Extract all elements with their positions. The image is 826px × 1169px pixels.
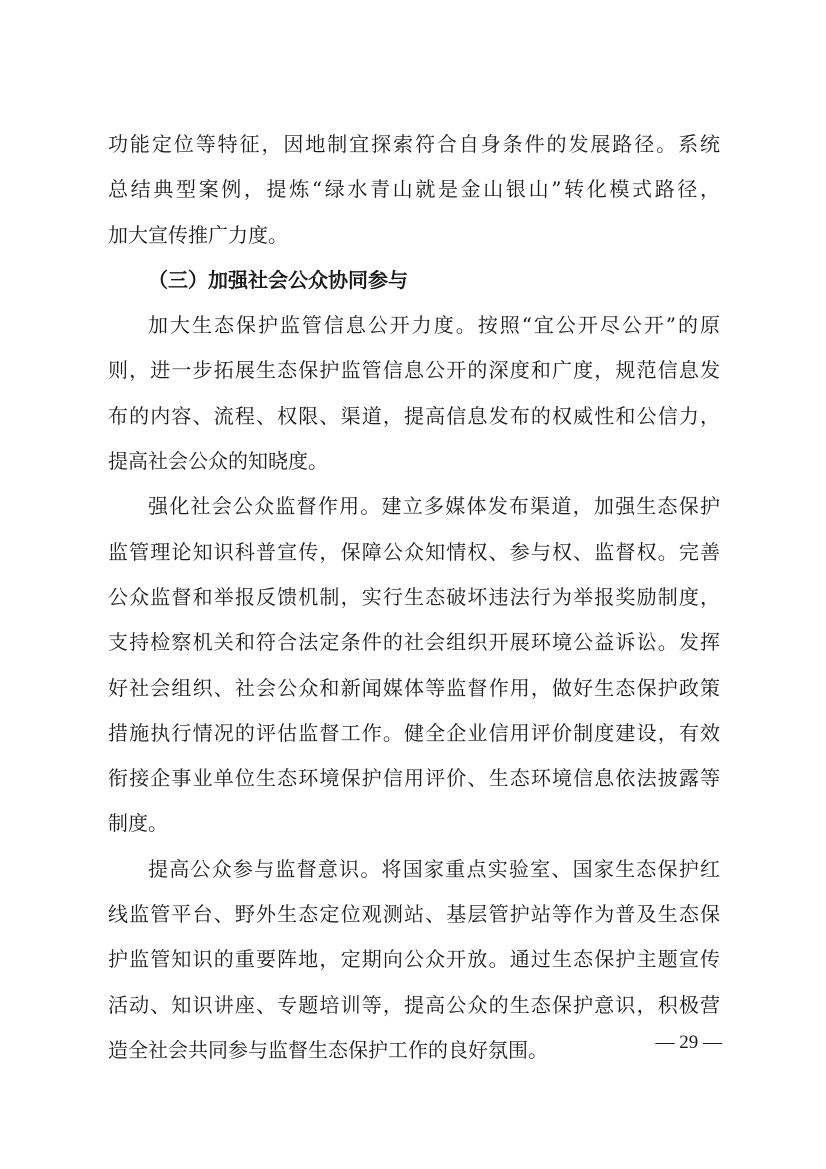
text-line: 措施执行情况的评估监督工作。健全企业信用评价制度建设，有效 bbox=[108, 720, 720, 745]
text-line: 功能定位等特征，因地制宜探索符合自身条件的发展路径。系统 bbox=[108, 132, 720, 156]
text-line: 制度。 bbox=[108, 811, 168, 836]
text-line: 强化社会公众监督作用。建立多媒体发布渠道，加强生态保护 bbox=[148, 494, 720, 519]
text-line: 支持检察机关和符合法定条件的社会组织开展环境公益诉讼。发挥 bbox=[108, 630, 720, 655]
document-body bbox=[108, 122, 720, 1073]
text-line: 提高社会公众的知晓度。 bbox=[108, 449, 328, 474]
paragraph-public-supervision bbox=[108, 484, 720, 846]
text-line: 好社会组织、社会公众和新闻媒体等监督作用，做好生态保护政策 bbox=[108, 675, 720, 700]
text-line: 则，进一步拓展生态保护监管信息公开的深度和广度，规范信息发 bbox=[108, 358, 720, 383]
text-line: 衔接企事业单位生态环境保护信用评价、生态环境信息依法披露等 bbox=[108, 766, 720, 791]
text-line: 造全社会共同参与监督生态保护工作的良好氛围。 bbox=[108, 1037, 548, 1062]
text-line: 提高公众参与监督意识。将国家重点实验室、国家生态保护红 bbox=[148, 856, 720, 881]
text-line: 护监管知识的重要阵地，定期向公众开放。通过生态保护主题宣传 bbox=[108, 947, 720, 972]
page-number: — 29 — bbox=[655, 1032, 722, 1053]
text-line: 加大生态保护监管信息公开力度。按照“宜公开尽公开”的原 bbox=[148, 313, 720, 338]
section-heading bbox=[108, 258, 720, 303]
text-line: 监管理论知识科普宣传，保障公众知情权、参与权、监督权。完善 bbox=[108, 539, 720, 564]
text-line: 公众监督和举报反馈机制，实行生态破坏违法行为举报奖励制度， bbox=[108, 584, 720, 609]
paragraph-continuation bbox=[108, 122, 720, 258]
paragraph-information-disclosure bbox=[108, 303, 720, 484]
text-line: 线监管平台、野外生态定位观测站、基层管护站等作为普及生态保 bbox=[108, 902, 720, 927]
text-line: 活动、知识讲座、专题培训等，提高公众的生态保护意识，积极营 bbox=[108, 992, 720, 1017]
text-line: 布的内容、流程、权限、渠道，提高信息发布的权威性和公信力， bbox=[108, 403, 720, 428]
section-heading-text: （三）加强社会公众协同参与 bbox=[148, 267, 408, 292]
text-line: 总结典型案例，提炼“绿水青山就是金山银山”转化模式路径， bbox=[108, 177, 720, 202]
paragraph-participation-awareness bbox=[108, 847, 720, 1073]
text-line: 加大宣传推广力度。 bbox=[108, 222, 288, 247]
